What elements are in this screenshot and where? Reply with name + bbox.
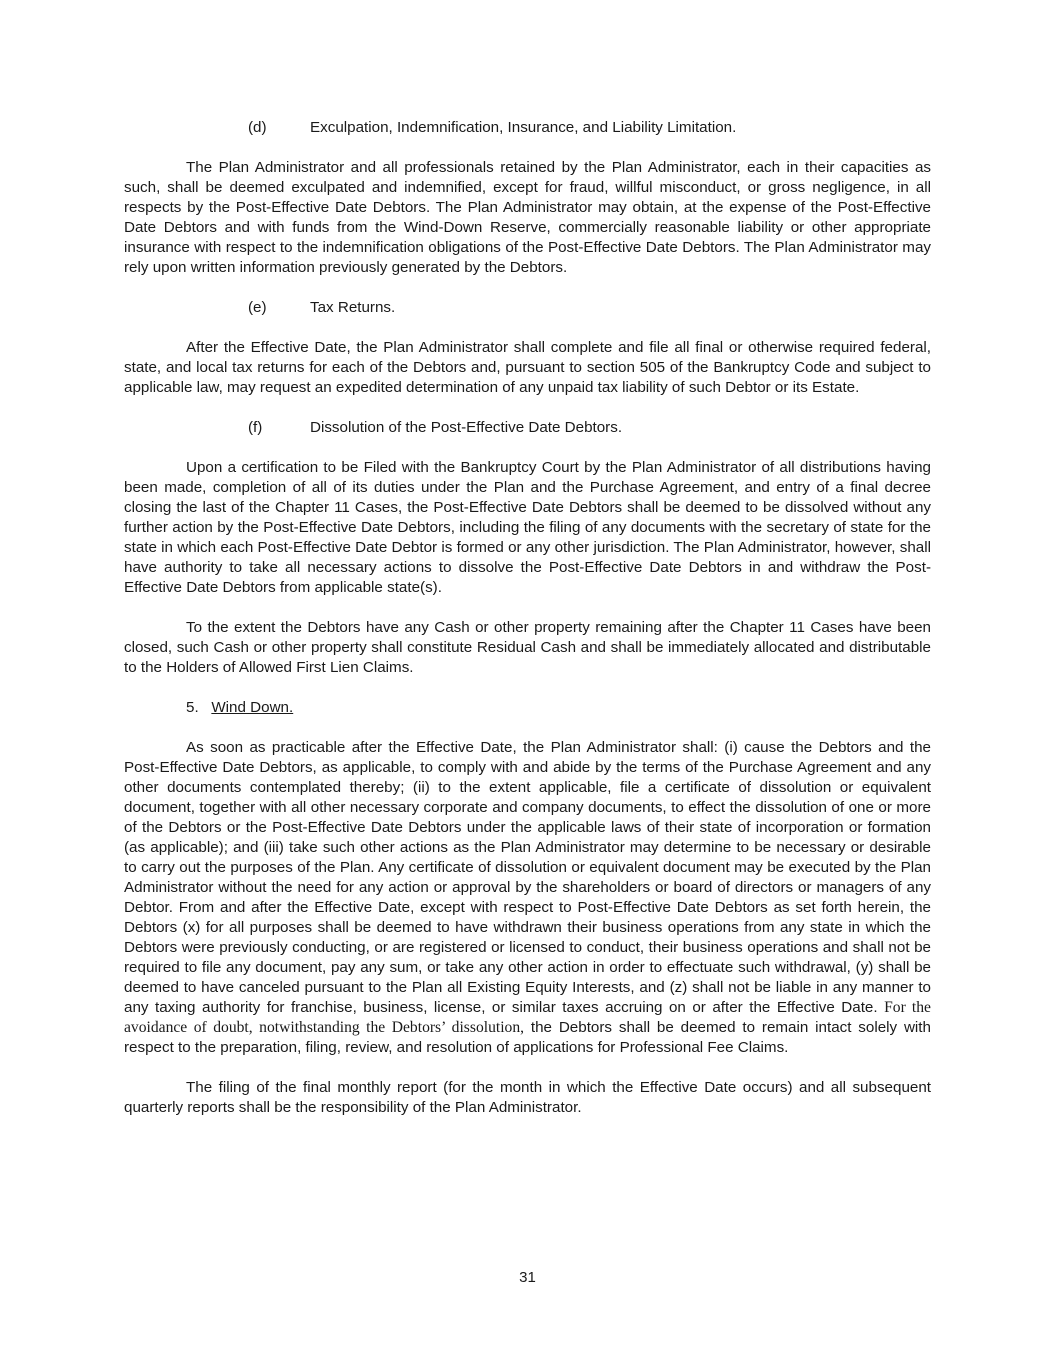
section-d-paragraph: The Plan Administrator and all professionals retained by the Plan Administrator, each in their capacities as such, shall be deemed exculpated and indemnified, except for fraud, willful misconduct, or gross negligence, in all respects by the Post-Effective Date Debtors. The Plan Administrator may obtain, at the expense of the Post-Effective Date Debtors and with funds from the Wind-Down Reserve, commercially reasonable liability or other appropriate insurance with respect to the indemnification obligations of the Post-Effective Date Debtors. The Plan Administrator may rely upon written information previously generated by the Debtors. <box>124 159 931 276</box>
section-d-heading <box>124 118 931 138</box>
section-e-paragraph: After the Effective Date, the Plan Administrator shall complete and file all final or otherwise required federal, state, and local tax returns for each of the Debtors and, pursuant to section 505 of the Bankruptcy Code and subject to applicable law, may request an expedited determination of any unpaid tax liability of such Debtor or its Estate. <box>124 339 931 396</box>
section-5-heading <box>124 698 931 718</box>
section-5-title: Wind Down. <box>211 699 294 716</box>
section-e-number: (e) <box>248 299 267 316</box>
section-d-number: (d) <box>248 119 267 136</box>
section-5-paragraph-2: The filing of the final monthly report (for the month in which the Effective Date occurs) and all subsequent quarterly reports shall be the responsibility of the Plan Administrator. <box>124 1079 931 1116</box>
section-5-number: 5. <box>186 699 199 716</box>
section-e-heading <box>124 298 931 318</box>
section-f-number: (f) <box>248 419 263 436</box>
page-number: 31 <box>519 1269 536 1286</box>
section-f-heading <box>124 418 931 438</box>
page-body <box>124 118 931 1138</box>
section-5-paragraph-1-part-c: the Debtors shall be deemed to remain intact solely with respect to the preparation, filing, review, and resolution of applications for Professional Fee Claims. <box>124 1019 931 1056</box>
section-e-title: Tax Returns. <box>310 299 396 316</box>
section-f-paragraph-1: Upon a certification to be Filed with the Bankruptcy Court by the Plan Administrator of all distributions having been made, completion of all of its duties under the Plan and the Purchase Agreement, and entry of a final decree closing the last of the Chapter 11 Cases, the Post-Effective Date Debtors shall be deemed to be dissolved without any further action by the Post-Effective Date Debtors, including the filing of any documents with the secretary of state for the state in which each Post-Effective Date Debtor is formed or any other jurisdiction. The Plan Administrator, however, shall have authority to take all necessary actions to dissolve the Post-Effective Date Debtors in and withdraw the Post-Effective Date Debtors from applicable state(s). <box>124 459 931 596</box>
section-5-paragraph-1-part-b: For the avoidance of doubt, notwithstanding the Debtors’ dissolution, <box>124 999 931 1036</box>
section-d-title: Exculpation, Indemnification, Insurance, and Liability Limitation. <box>310 119 737 136</box>
section-5-paragraph-1-part-a: As soon as practicable after the Effective Date, the Plan Administrator shall: (i) cause the Debtors and the Post-Effective Date Debtors, as applicable, to comply with and abide by the terms of the Purchase Agreement and any other documents contemplated thereby; (ii) to the extent applicable, file a certificate of dissolution or equivalent document, together with all other necessary corporate and company documents, to effect the dissolution of one or more of the Debtors or the Post-Effective Date Debtors under the applicable laws of their state of incorporation or formation (as applicable); and (iii) take such other actions as the Plan Administrator may determine to be necessary or desirable to carry out the purposes of the Plan. Any certificate of dissolution or equivalent document may be executed by the Plan Administrator without the need for any action or approval by the shareholders or board of directors or managers of any Debtor. From and after the Effective Date, except with respect to Post-Effective Date Debtors as set forth herein, the Debtors (x) for all purposes shall be deemed to have withdrawn their business operations from any state in which the Debtors were previously conducting, or are registered or licensed to conduct, their business operations and shall not be required to file any document, pay any sum, or take any other action in order to effectuate such withdrawal, (y) shall be deemed to have canceled pursuant to the Plan all Existing Equity Interests, and (z) shall not be liable in any manner to any taxing authority for franchise, business, license, or similar taxes accruing on or after the Effective Date. <box>124 739 931 1016</box>
section-5-paragraph-1 <box>124 738 931 1058</box>
section-f-title: Dissolution of the Post-Effective Date Debtors. <box>310 419 623 436</box>
section-f-paragraph-2: To the extent the Debtors have any Cash or other property remaining after the Chapter 11 Cases have been closed, such Cash or other property shall constitute Residual Cash and shall be immediately allocated and distributable to the Holders of Allowed First Lien Claims. <box>124 619 931 676</box>
